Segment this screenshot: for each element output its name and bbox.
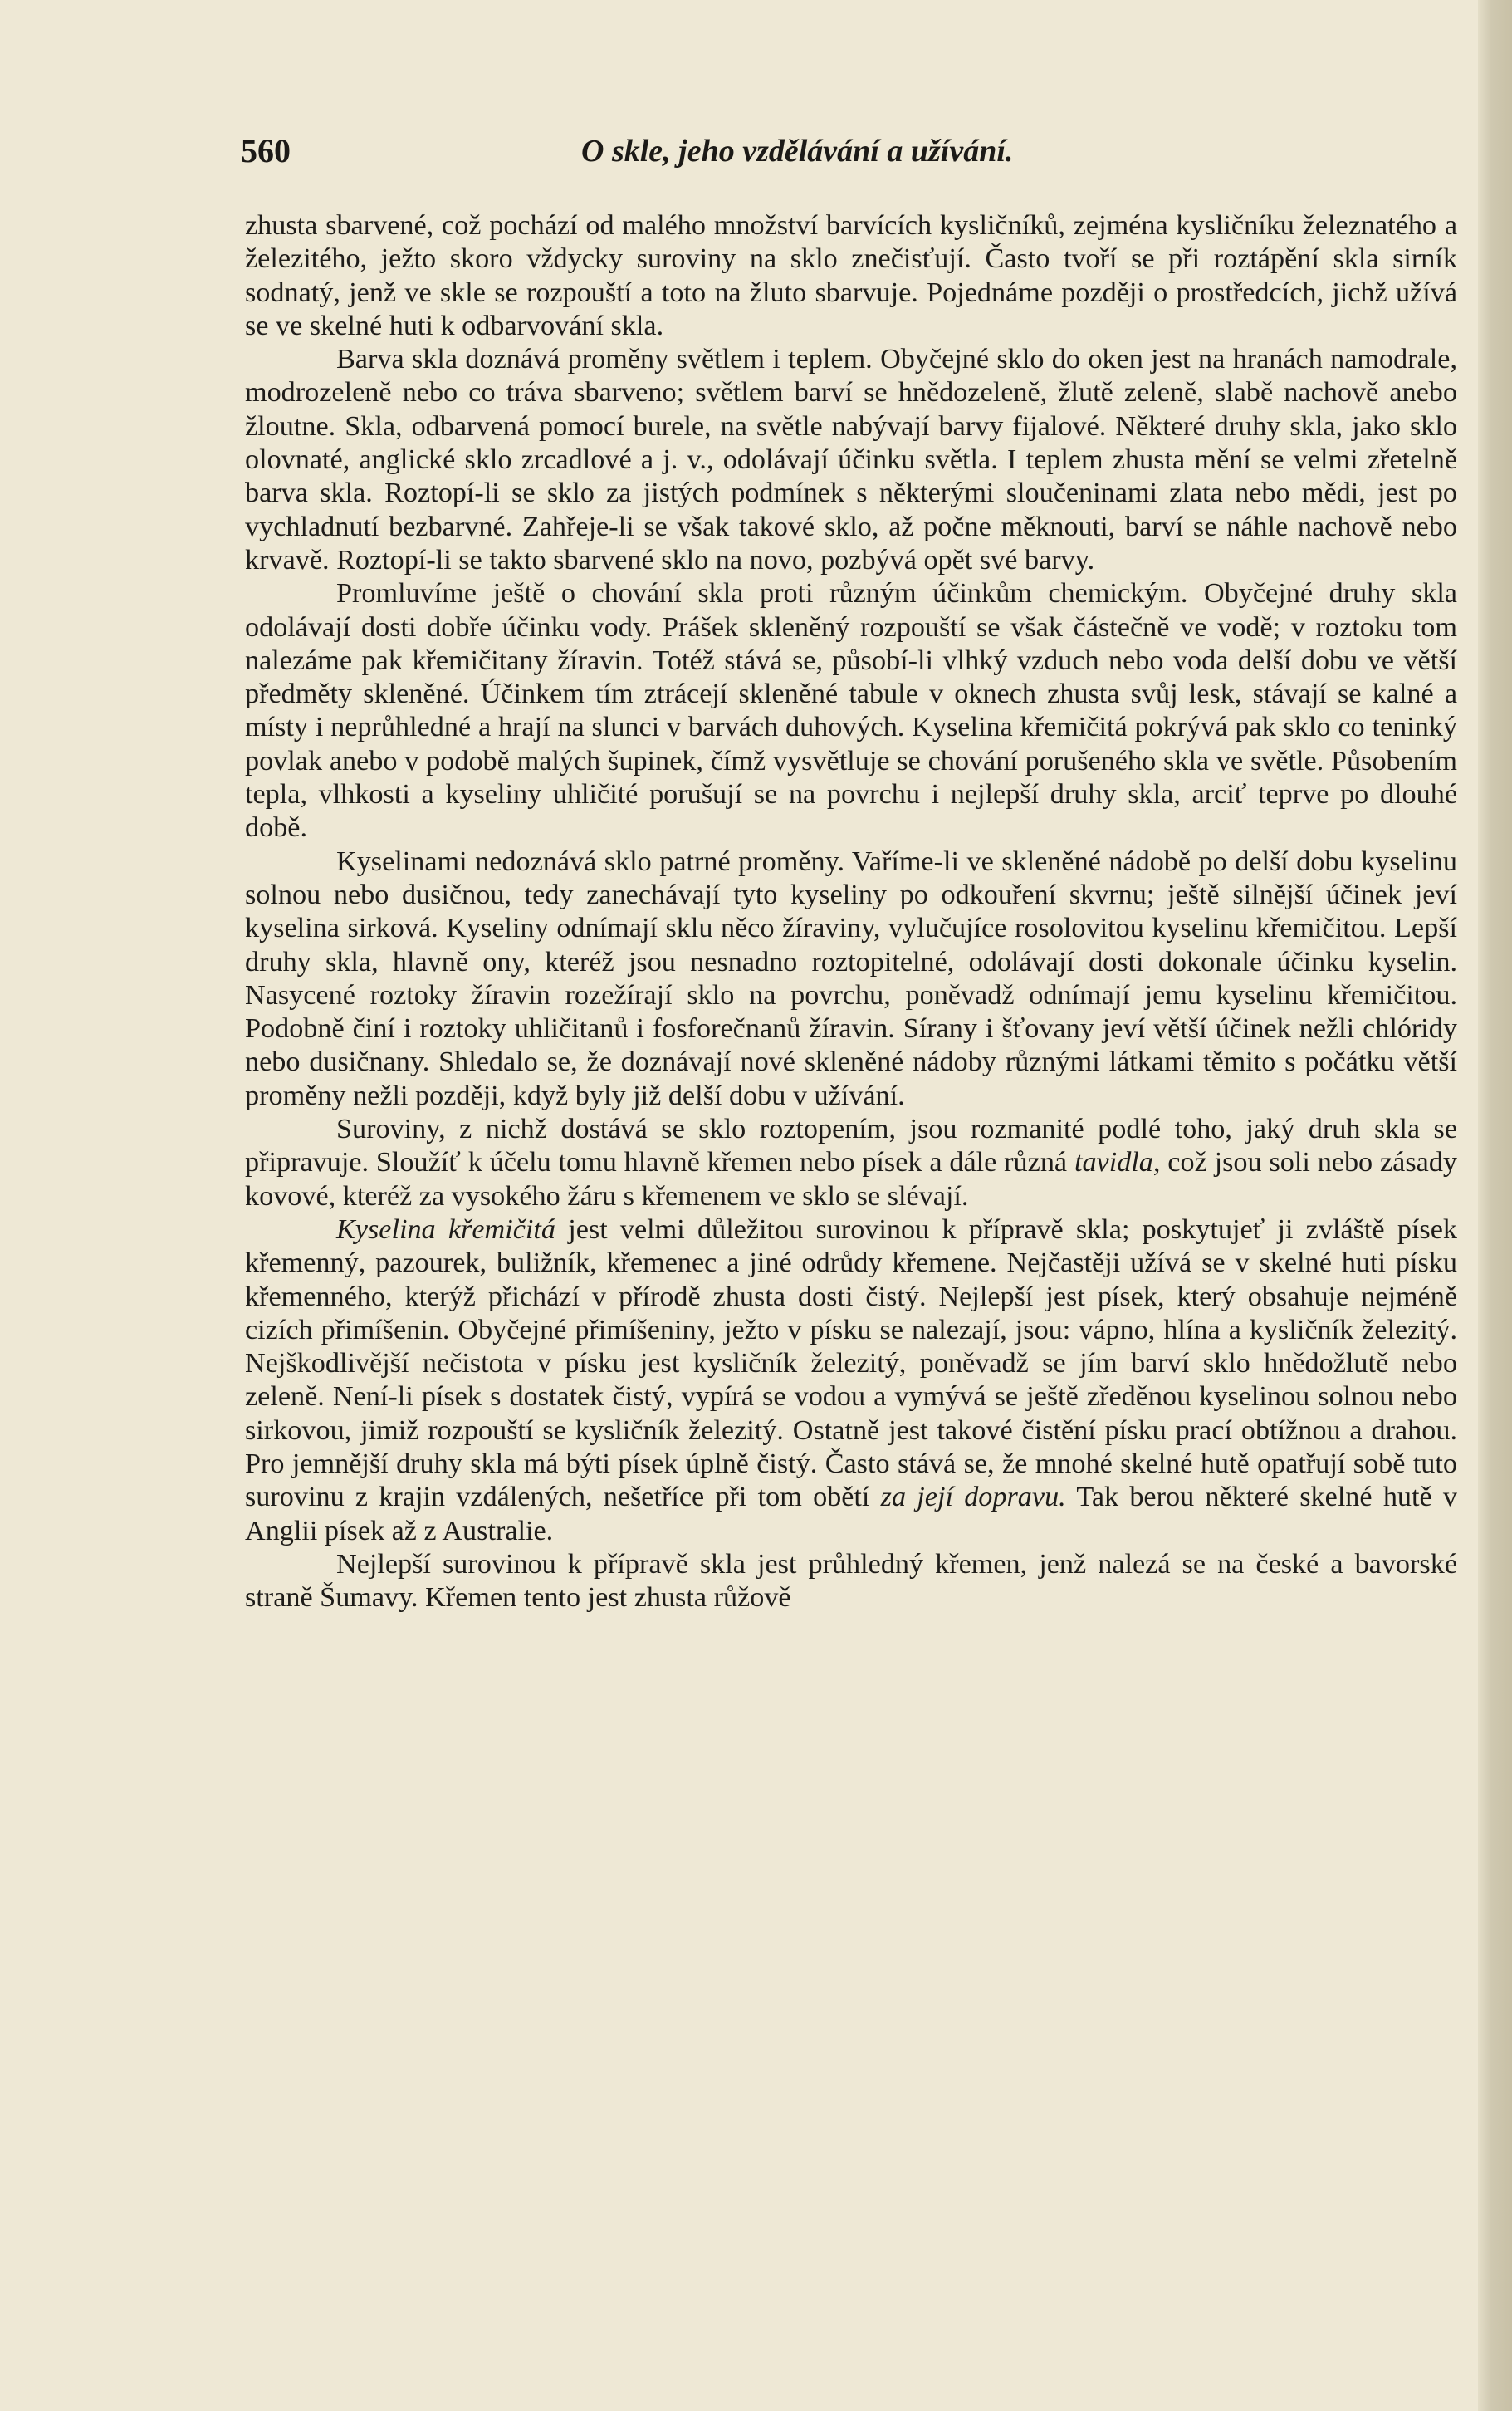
paragraph bbox=[245, 577, 1457, 845]
text-run: což jsou soli nebo zásady kovové, kteréž za vysokého žáru s křemenem ve sklo se slévají. bbox=[245, 1147, 1458, 1212]
italic-term: tavidla, bbox=[1074, 1147, 1161, 1179]
text-run: Barva skla doznává proměny světlem i teplem. Obyčejné sklo do oken jest na hranách namodrale, modrozeleně nebo co tráva sbarveno; světlem barví se hnědozeleně, žlutě zeleně, slabě nachově anebo žloutne. Skla, odbarvená pomocí burele, na světle nabývají barvy fijalové. Některé druhy skla, jako sklo olovnaté, anglické sklo zrcadlové a j. v., odolávají účinku světla. I teplem zhusta mění se velmi zřetelně barva skla. Roztopí-li se sklo za jistých podmínek s některými sloučeninami zlata nebo mědi, jest po vychladnutí bezbarvné. Zahřeje-li se však takové sklo, až počne měknouti, barví se náhle nachově nebo krvavě. Roztopí-li se takto sbarvené sklo na novo, pozbývá opět své barvy. bbox=[245, 344, 1457, 576]
text-run: Suroviny, z nichž dostává se sklo roztopením, jsou rozmanité podlé toho, jaký druh skla se připravuje. Sloužíť k účelu tomu hlavně křemen nebo písek a dále různá bbox=[245, 1114, 1457, 1179]
paragraph bbox=[245, 1113, 1457, 1213]
italic-term: za její dopravu. bbox=[880, 1482, 1066, 1513]
text-run: Tak berou některé skelné hutě v Anglii písek až z Australie. bbox=[245, 1482, 1458, 1546]
text-run: jest velmi důležitou surovinou k přípravě skla; poskytujeť ji zvláště písek křemenný, pazourek, buližník, křemenec a jiné odrůdy křemene. Nejčastěji užívá se v skelné huti písku křemenného, kterýž přichází v přírodě zhusta dosti čistý. Nejlepší jest písek, který obsahuje nejméně cizích přimíšenin. Obyčejné přimíšeniny, ježto v písku se nalezají, jsou: vápno, hlína a kysličník železitý. Nejškodlivější nečistota v písku jest kysličník železitý, poněvadž se jím barví sklo hnědožlutě nebo zeleně. Není-li písek s dostatek čistý, vypírá se vodou a vymývá se ještě zředěnou kyselinou solnou nebo sirkovou, jimiž rozpouští se kysličník železitý. Ostatně jest takové čistění písku prací obtížnou a drahou. Pro jemnější druhy skla má býti písek úplně čistý. Často stává se, že mnohé skelné hutě opatřují sobě tuto surovinu z krajin vzdálených, nešetříce při tom obětí bbox=[245, 1213, 1457, 1513]
running-title: O skle, jeho vzdělávání a užívání. bbox=[581, 134, 1014, 169]
text-run: Kyselinami nedoznává sklo patrné proměny. Vaříme-li ve skleněné nádobě po delší dobu kyselinu solnou nebo dusičnou, tedy zanechávají tyto kyseliny po odkouření skvrnu; ještě silnější účinek jeví kyselina sirková. Kyseliny odnímají sklu něco žíraviny, vylučujíce rosolovitou kyselinu křemičitou. Lepší druhy skla, hlavně ony, kteréž jsou nesnadno roztopitelné, odolávají dosti dokonale účinku kyselin. Nasycené roztoky žíravin rozežírají sklo na povrchu, poněvadž odnímají jemu kyselinu křemičitou. Podobně činí i roztoky uhličitanů i fosforečnanů žíravin. Sírany i šťovany jeví větší účinek nežli chlóridy nebo dusičnany. Shledalo se, že doznávají nové skleněné nádoby různými látkami těmito s počátku větší proměny nežli později, když byly již delší dobu v užívání. bbox=[245, 845, 1457, 1111]
italic-term: Kyselina křemičitá bbox=[336, 1213, 555, 1245]
paragraph bbox=[245, 845, 1457, 1113]
text-run: zhusta sbarvené, což pochází od malého množství barvících kysličníků, zejména kysličníku železnatého a železitého, ježto skoro vždycky suroviny na sklo znečisťují. Často tvoří se při roztápění skla sirník sodnatý, jenž ve skle se rozpouští a toto na žluto sbarvuje. Pojednáme později o prostředcích, jichž užívá se ve skelné huti k odbarvování skla. bbox=[245, 210, 1457, 341]
text-run: Promluvíme ještě o chování skla proti různým účinkům chemickým. Obyčejné druhy skla odolávají dosti dobře účinku vody. Prášek skleněný rozpouští se však částečně ve vodě; v roztoku tom nalezáme pak křemičitany žíravin. Totéž stává se, působí-li vlhký vzduch nebo voda delší dobu ve větší předměty skleněné. Účinkem tím ztrácejí skleněné tabule v oknech zhusta svůj lesk, stávají se kalné a místy i neprůhledné a hrají na slunci v barvách duhových. Kyselina křemičitá pokrývá pak sklo co teninký povlak anebo v podobě malých šupinek, čímž vysvětluje se chování porušeného skla ve světle. Působením tepla, vlhkosti a kyseliny uhličité porušují se na povrchu i nejlepší druhy skla, arciť teprve po dlouhé době. bbox=[245, 578, 1457, 844]
text-run: Nejlepší surovinou k přípravě skla jest průhledný křemen, jenž nalezá se na české a bavorské straně Šumavy. Křemen tento jest zhusta růžově bbox=[245, 1548, 1457, 1614]
text-body bbox=[245, 209, 1457, 1615]
page-number: 560 bbox=[241, 132, 291, 169]
page-edge-shadow bbox=[1478, 0, 1512, 2411]
page-header bbox=[241, 131, 1448, 181]
paragraph bbox=[245, 1548, 1457, 1615]
paragraph bbox=[245, 209, 1457, 343]
paragraph bbox=[245, 343, 1457, 577]
paragraph bbox=[245, 1213, 1457, 1548]
